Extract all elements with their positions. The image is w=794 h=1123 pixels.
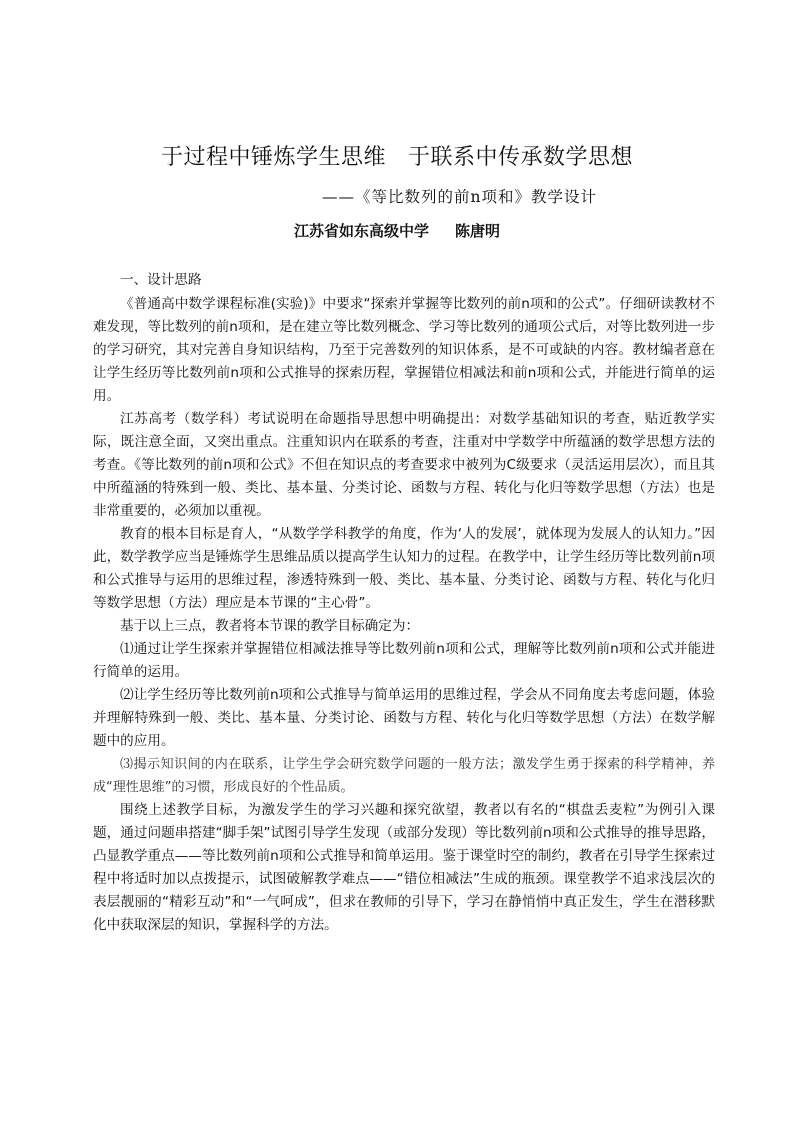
- document-title: [0, 143, 794, 173]
- title-part-1: 于过程中锤炼学生思维: [160, 145, 386, 170]
- author-line: [0, 220, 794, 242]
- paragraph-3: 教育的根本目标是育人，“从数学学科教学的角度，作为‘人的发展’，就体现为发展人的认知力。”因此，数学教学应当是锤炼学生思维品质以提高学生认知力的过程。在教学中，让学生经历等比数列前n项和公式推导与运用的思维过程，渗透特殊到一般、类比、基本量、分类讨论、函数与方程、转化与化归等数学思想（方法）理应是本节课的“主心骨”。: [93, 526, 715, 611]
- goal-item-2: ⑵让学生经历等比数列前n项和公式推导与简单运用的思维过程，学会从不同角度去考虑问题，体验并理解特殊到一般、类比、基本量、分类讨论、函数与方程、转化与化归等数学思想（方法）在数学解题中的应用。: [93, 687, 715, 749]
- author-school: 江苏省如东高级中学: [293, 222, 429, 240]
- paragraph-2: 江苏高考（数学科）考试说明在命题指导思想中明确提出：对数学基础知识的考查，贴近教学实际，既注意全面，又突出重点。注重知识内在联系的考查，注重对中学数学中所蕴涵的数学思想方法的考查。《等比数列的前n项和公式》不但在知识点的考查要求中被列为C级要求（灵活运用层次），而且其中所蕴涵的特殊到一般、类比、基本量、分类讨论、函数与方程、转化与化归等数学思想（方法）也是非常重要的，必须加以重视。: [93, 411, 715, 519]
- goal-item-1: ⑴通过让学生探索并掌握错位相减法推导等比数列前n项和公式，理解等比数列前n项和公式并能进行简单的运用。: [93, 641, 715, 680]
- paragraph-1: 《普通高中数学课程标准(实验)》中要求“探索并掌握等比数列的前n项和的公式”。仔细研读教材不难发现，等比数列的前n项和，是在建立等比数列概念、学习等比数列的通项公式后，对等比数列进一步的学习研究，其对完善自身知识结构，乃至于完善数列的知识体系，是不可或缺的内容。教材编者意在让学生经历等比数列前n项和公式推导的探索历程，掌握错位相减法和前n项和公式，并能进行简单的运用。: [93, 296, 715, 404]
- paragraph-4: 基于以上三点，教者将本节课的教学目标确定为：: [120, 618, 420, 634]
- author-name: 陈唐明: [455, 222, 501, 240]
- section-heading: 一、设计思路: [120, 272, 202, 288]
- document-body: [93, 269, 715, 937]
- paragraph-8: 围绕上述教学目标，为激发学生的学习兴趣和探究欲望，教者以有名的“棋盘丢麦粒”为例引入课题，通过问题串搭建“脚手架”试图引导学生发现（或部分发现）等比数列前n项和公式推导的推导思路，凸显教学重点——等比数列前n项和公式推导和简单运用。鉴于课堂时空的制约，教者在引导学生探索过程中将适时加以点拨提示，试图破解教学难点——“错位相减法”生成的瓶颈。课堂教学不追求浅层次的表层靓丽的“精彩互动”和“一气呵成”，但求在教师的引导下，学习在静悄悄中真正发生，学生在潜移默化中获取深层的知识，掌握科学的方法。: [93, 802, 715, 933]
- title-part-2: 于联系中传承数学思想: [408, 145, 634, 170]
- goal-item-3: ⑶揭示知识间的内在联系，让学生学会研究数学问题的一般方法；激发学生勇于探索的科学精神，养成“理性思维”的习惯，形成良好的个性品质。: [93, 757, 715, 795]
- document-subtitle: ——《等比数列的前n项和》教学设计: [322, 188, 597, 206]
